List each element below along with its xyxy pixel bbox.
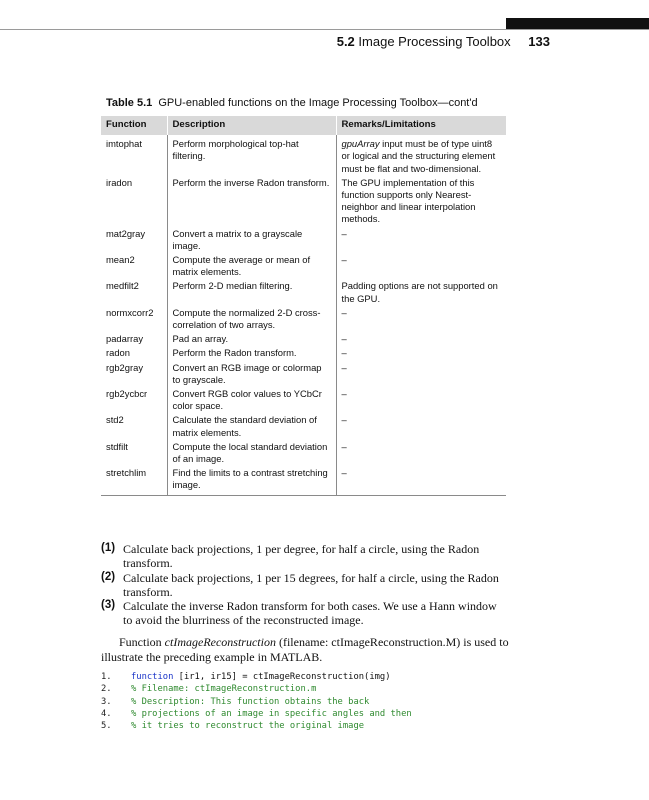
remark-text: –	[341, 414, 347, 426]
cell-function: mat2gray	[106, 227, 146, 239]
table-row	[101, 333, 506, 347]
table-caption	[106, 97, 478, 109]
code-comment: % it tries to reconstruct the original image	[131, 721, 365, 732]
code-line	[101, 696, 412, 708]
cell-description: Perform morphological top-hat filtering.	[167, 135, 336, 177]
remark-emphasis: gpuArray	[341, 138, 380, 150]
cell-remarks	[336, 441, 506, 467]
cell-remarks	[336, 362, 506, 388]
line-number: 5.	[101, 721, 112, 732]
cell-description: Compute the local standard deviation of an image.	[167, 441, 336, 467]
function-name: ctImageReconstruction	[164, 635, 276, 649]
paragraph-rest: (filename: ctImageReconstruction.M) is used to illustrate the preceding example in MATLAB.	[101, 635, 509, 664]
cell-description: Compute the average or mean of matrix elements.	[167, 254, 336, 280]
cell-description: Calculate the standard deviation of matrix elements.	[167, 414, 336, 440]
remark-text: –	[341, 306, 347, 318]
table-row	[101, 280, 506, 306]
table-caption-text: GPU-enabled functions on the Image Processing Toolbox—cont'd	[158, 97, 478, 109]
remark-text: –	[341, 440, 347, 452]
table-caption-label: Table 5.1	[106, 97, 153, 109]
remark-text: input must be of type uint8 or logical and the structuring element must be flat and two-dimensional.	[341, 138, 496, 174]
remark-text: –	[341, 254, 347, 266]
section-title: Image Processing Toolbox	[358, 34, 511, 49]
step-number: (2)	[101, 571, 116, 583]
cell-function: rgb2ycbcr	[106, 388, 148, 400]
cell-description: Convert RGB color values to YCbCr color space.	[167, 388, 336, 414]
cell-remarks	[336, 254, 506, 280]
table-row	[101, 414, 506, 440]
code-listing	[101, 671, 412, 732]
cell-function: mean2	[106, 254, 135, 266]
cell-remarks	[336, 228, 506, 254]
cell-function: iradon	[106, 176, 133, 188]
table-row	[101, 177, 506, 228]
cell-description: Convert an RGB image or colormap to grayscale.	[167, 362, 336, 388]
code-comment: % Filename: ctImageReconstruction.m	[131, 684, 317, 695]
cell-function: std2	[106, 414, 124, 426]
gpu-functions-table	[101, 116, 506, 496]
cell-remarks	[336, 333, 506, 347]
step-text: Calculate back projections, 1 per degree, for half a circle, using the Radon transform.	[123, 542, 480, 570]
table-row	[101, 135, 506, 177]
cell-description: Perform the inverse Radon transform.	[167, 177, 336, 228]
remark-text: –	[341, 467, 347, 479]
step-number: (1)	[101, 542, 116, 554]
cell-description: Compute the normalized 2-D cross-correlation of two arrays.	[167, 307, 336, 333]
code-comment: % Description: This function obtains the back	[131, 696, 370, 707]
cell-description: Find the limits to a contrast stretching image.	[167, 467, 336, 495]
cell-remarks	[336, 280, 506, 306]
header-rule	[0, 29, 649, 30]
step-text: Calculate back projections, 1 per 15 degrees, for half a circle, using the Radon transform.	[123, 571, 499, 599]
cell-description: Perform 2-D median filtering.	[167, 280, 336, 306]
remark-text: –	[341, 388, 347, 400]
table-header-row	[101, 116, 506, 135]
remark-text: The GPU implementation of this function supports only Nearest-neighbor and linear interpolation methods.	[341, 176, 476, 225]
cell-remarks	[336, 307, 506, 333]
code-line	[101, 708, 412, 720]
table-row	[101, 254, 506, 280]
cell-function: padarray	[106, 333, 144, 345]
remark-text: –	[341, 227, 347, 239]
cell-remarks	[336, 467, 506, 495]
line-number: 2.	[101, 684, 112, 695]
table-row	[101, 467, 506, 495]
column-header-function: Function	[101, 116, 167, 135]
remark-text: –	[341, 361, 347, 373]
code-line	[101, 671, 412, 683]
table-row	[101, 228, 506, 254]
table-row	[101, 347, 506, 361]
line-number: 4.	[101, 708, 112, 719]
cell-function: stdfilt	[106, 440, 128, 452]
cell-remarks	[336, 388, 506, 414]
cell-remarks	[336, 135, 506, 177]
body-paragraph	[101, 635, 509, 665]
cell-description: Convert a matrix to a grayscale image.	[167, 228, 336, 254]
line-number: 1.	[101, 672, 112, 682]
running-header	[300, 34, 550, 49]
page-number: 133	[528, 34, 550, 49]
cell-function: normxcorr2	[106, 306, 154, 318]
column-header-remarks: Remarks/Limitations	[336, 116, 506, 135]
section-number: 5.2	[336, 34, 355, 49]
cell-function: imtophat	[106, 138, 142, 150]
cell-function: radon	[106, 347, 130, 359]
code-text: [ir1, ir15] = ctImageReconstruction(img)	[173, 672, 391, 682]
code-line	[101, 683, 412, 695]
remark-text: –	[341, 333, 347, 345]
remark-text: –	[341, 347, 347, 359]
cell-function: rgb2gray	[106, 361, 144, 373]
line-number: 3.	[101, 696, 112, 707]
step-text: Calculate the inverse Radon transform for both cases. We use a Hann window to avoid the blurriness of the reconstructed image.	[123, 599, 497, 627]
remark-text: Padding options are not supported on the GPU.	[341, 280, 498, 304]
paragraph-lead: Function	[119, 635, 165, 649]
table-row	[101, 307, 506, 333]
table-row	[101, 388, 506, 414]
code-comment: % projections of an image in specific angles and then	[131, 708, 412, 719]
column-header-description: Description	[167, 116, 336, 135]
cell-description: Perform the Radon transform.	[167, 347, 336, 361]
table-row	[101, 441, 506, 467]
cell-function: stretchlim	[101, 467, 167, 495]
code-line	[101, 720, 412, 732]
code-keyword: function	[131, 672, 174, 682]
cell-remarks	[336, 177, 506, 228]
cell-remarks	[336, 347, 506, 361]
cell-description: Pad an array.	[167, 333, 336, 347]
cell-function: medfilt2	[106, 280, 139, 292]
table-row	[101, 362, 506, 388]
step-number: (3)	[101, 599, 116, 611]
cell-remarks	[336, 414, 506, 440]
